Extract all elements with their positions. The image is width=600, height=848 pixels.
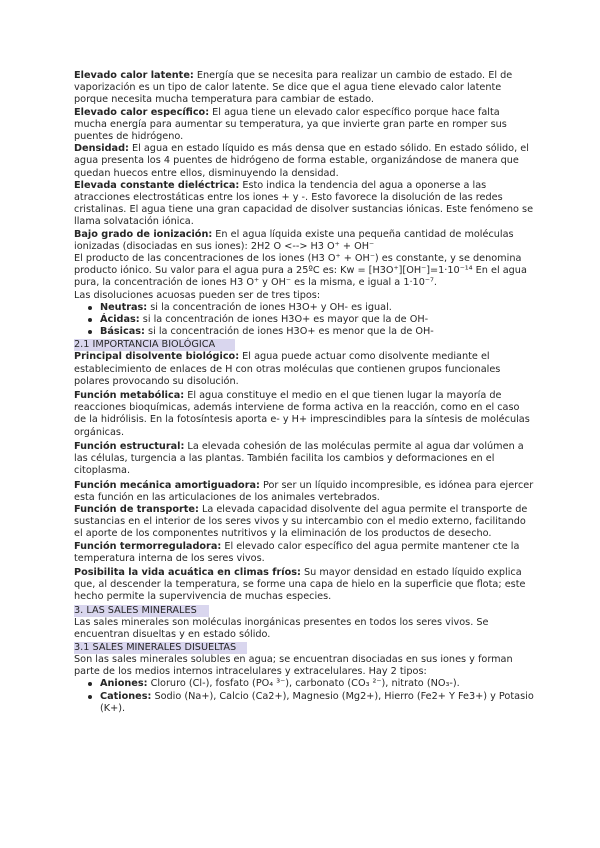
paragraph-disoluciones: Las disoluciones acuosas pueden ser de tres tipos:	[74, 289, 321, 301]
paragraph-text: El agua en estado líquido es más densa que en estado sólido. En estado sólido, el agua presenta los 4 puentes de hidrógeno de forma estable, organizándose de manera que quedan huecos entre ellos, disminuyendo la densidad.	[74, 143, 529, 179]
list-item-text: si la concentración de iones H3O+ es mayor que la de OH-	[139, 314, 429, 326]
paragraph-text: Su mayor densidad en estado líquido explica que, al descender la temperatura, se forme una capa de hielo en la superficie que flota; este hecho permite la supervivencia de muchas especies.	[74, 566, 526, 603]
term-label: Posibilita la vida acuática en climas fríos:	[74, 566, 301, 578]
paragraph-text: Energía que se necesita para realizar un cambio de estado. El de vaporización es un tipo de calor latente. Se dice que el agua tiene elevado calor latente porque necesita mucha temperatura para cambiar de estado.	[74, 70, 513, 106]
paragraph-text: El agua puede actuar como disolvente mediante el establecimiento de enlaces de H con otras moléculas que contienen grupos funcionales polares provocando su disolución.	[74, 351, 501, 387]
term-label: Función de transporte:	[74, 503, 199, 515]
term-label: Densidad:	[74, 143, 129, 155]
disolution-types-list	[74, 302, 534, 339]
paragraph-funcion-termorreguladora	[74, 541, 534, 565]
list-item	[100, 678, 534, 690]
paragraph-text: Esto indica la tendencia del agua a oponerse a las atracciones electrostáticas entre los iones + y -. Esto favorece la disolución de las redes cristalinas. El agua tiene una gran capacidad de disolver sustancias iónicas. Este fenómeno se llama solvatación iónica.	[74, 179, 534, 228]
paragraph-disolvente-biologico	[74, 351, 534, 388]
paragraph-producto-ionico: El producto de las concentraciones de los iones (H3 O⁺ + OH⁻) es constante, y se denomina producto iónico. Su valor para el agua pura a 25ºC es: Kw = [H3O⁺][OH⁻]=1·10⁻¹⁴ En el agua pura, la concentración de iones H3 O⁺ y OH⁻ es la misma, e igual a 1·10⁻⁷.	[74, 253, 527, 289]
paragraph-calor-latente	[74, 70, 534, 107]
list-item	[100, 326, 534, 338]
paragraph-calor-especifico	[74, 107, 534, 144]
list-item-text: si la concentración de iones H3O+ es menor que la de OH-	[144, 326, 434, 338]
list-item-text: Sodio (Na+), Calcio (Ca2+), Magnesio (Mg2+), Hierro (Fe2+ Y Fe3+) y Potasio (K+).	[100, 690, 534, 714]
section-heading-sales-disueltas: 3.1 SALES MINERALES DISUELTAS	[74, 642, 247, 654]
list-item	[100, 314, 534, 326]
paragraph-ionizacion	[74, 229, 534, 253]
section-heading-sales-minerales: 3. LAS SALES MINERALES	[74, 605, 209, 617]
term-label: Función estructural:	[74, 440, 185, 452]
paragraph-funcion-estructural	[74, 441, 534, 478]
term-label: Principal disolvente biológico:	[74, 351, 240, 363]
term-label: Neutras:	[100, 301, 148, 313]
section-heading-importancia-biologica: 2.1 IMPORTANCIA BIOLÓGICA	[74, 339, 235, 351]
paragraph-constante-dielectrica	[74, 180, 534, 229]
paragraph-funcion-transporte	[74, 504, 534, 541]
paragraph-text: El agua tiene un elevado calor específico porque hace falta mucha energía para aumentar su temperatura, ya que invierte gran parte en romper sus puentes de hidrógeno.	[74, 106, 507, 143]
term-label: Básicas:	[100, 326, 145, 338]
paragraph-text: El agua constituye el medio en el que tienen lugar la mayoría de reacciones bioquímicas, además interviene de forma activa en la reacción, como en el caso de la hidrólisis. En la fotosíntesis aporta e- y H+ imprescindibles para la síntesis de moléculas orgánicas.	[74, 390, 530, 438]
document-page	[74, 70, 534, 715]
term-label: Función termorreguladora:	[74, 540, 222, 552]
paragraph-funcion-metabolica	[74, 390, 534, 439]
paragraph-sales-disueltas: Son las sales minerales solubles en agua; se encuentran disociadas en sus iones y forman parte de los medios internos intracelulares y extracelulares. Hay 2 tipos:	[74, 653, 513, 678]
term-label: Función metabólica:	[74, 390, 185, 402]
term-label: Elevada constante dieléctrica:	[74, 179, 240, 191]
paragraph-densidad	[74, 143, 534, 180]
term-label: Bajo grado de ionización:	[74, 228, 213, 240]
paragraph-text: En el agua líquida existe una pequeña cantidad de moléculas ionizadas (disociadas en sus iones): 2H2 O <--> H3 O⁺ + OH⁻	[74, 228, 514, 252]
list-item	[100, 691, 534, 715]
paragraph-sales-minerales: Las sales minerales son moléculas inorgánicas presentes en todos los seres vivos. Se encuentran disueltas y en estado sólido.	[74, 616, 489, 640]
paragraph-text: El elevado calor específico del agua permite mantener cte la temperatura interna de los seres vivos.	[74, 540, 520, 564]
term-label: Ácidas:	[100, 314, 140, 326]
paragraph-vida-acuatica	[74, 567, 534, 604]
list-item-text: Cloruro (Cl-), fosfato (PO₄ ³⁻), carbonato (CO₃ ²⁻), nitrato (NO₃-).	[147, 678, 460, 690]
paragraph-text: Por ser un líquido incompresible, es idónea para ejercer esta función en las articulaciones de los animales vertebrados.	[74, 479, 534, 503]
ion-types-list	[74, 678, 534, 715]
list-item-text: si la concentración de iones H3O+ y OH- es igual.	[147, 301, 392, 313]
paragraph-text: La elevada cohesión de las moléculas permite al agua dar volúmen a las células, turgencia a las plantas. También facilita los cambios y deformaciones en el citoplasma.	[74, 440, 524, 477]
term-label: Función mecánica amortiguadora:	[74, 479, 260, 491]
paragraph-text: La elevada capacidad disolvente del agua permite el transporte de sustancias en el interior de los seres vivos y su intercambio con el medio externo, facilitando el aporte de los componentes nutritivos y la eliminación de los productos de desecho.	[74, 503, 528, 540]
paragraph-funcion-mecanica	[74, 480, 534, 504]
term-label: Aniones:	[100, 678, 148, 690]
term-label: Elevado calor específico:	[74, 106, 210, 118]
term-label: Elevado calor latente:	[74, 70, 194, 81]
list-item	[100, 302, 534, 314]
term-label: Cationes:	[100, 690, 152, 702]
